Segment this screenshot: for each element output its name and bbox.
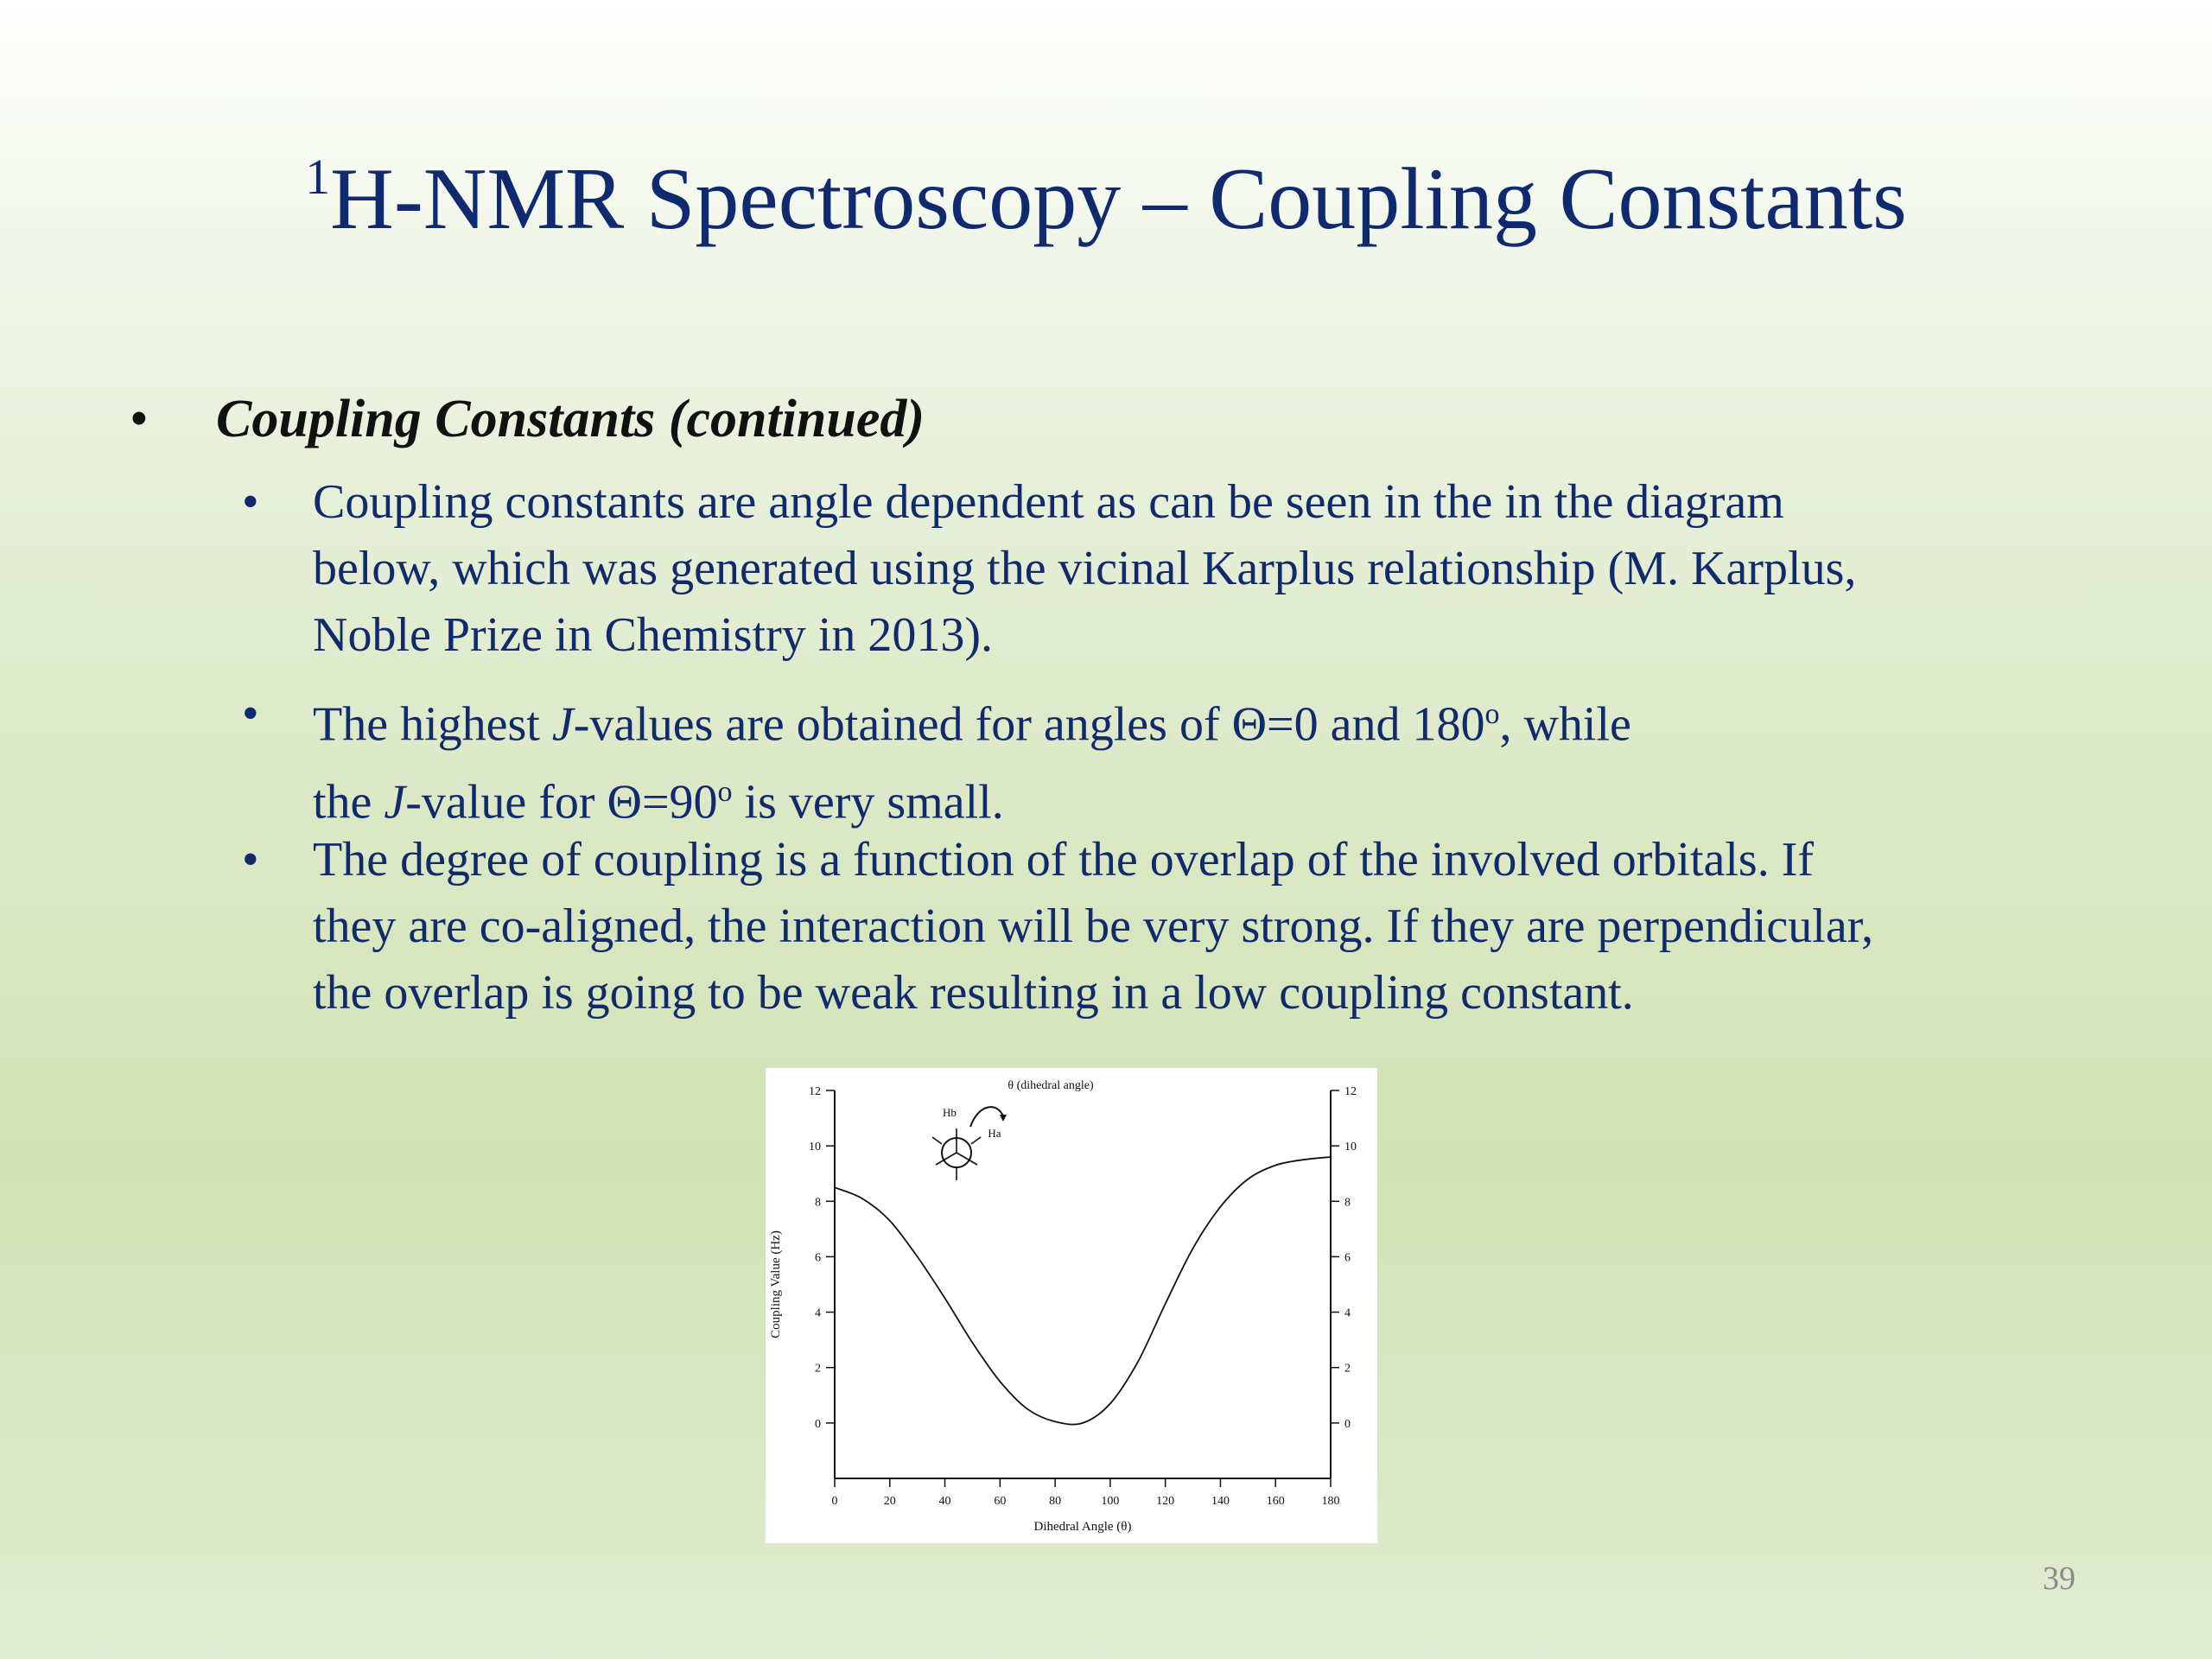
text-line: Coupling constants are angle dependent as can be seen in the in the diagram	[313, 475, 1784, 529]
x-tick-label: 0	[831, 1495, 838, 1508]
text-line: the overlap is going to be weak resulting in a low coupling constant.	[313, 966, 1634, 1020]
text-run: is very small.	[732, 775, 1004, 830]
y-tick-label-left: 6	[815, 1251, 821, 1265]
x-tick-label: 140	[1211, 1495, 1230, 1508]
y-tick-label-right: 10	[1344, 1141, 1357, 1154]
section-heading-text: Coupling Constants (continued)	[216, 390, 925, 448]
karplus-curve	[835, 1157, 1331, 1425]
text-line: The degree of coupling is a function of the overlap of the involved orbitals. If	[313, 833, 1815, 887]
bullet-icon: •	[242, 833, 259, 887]
karplus-chart-svg	[766, 1068, 1377, 1543]
y-tick-label-right: 4	[1344, 1306, 1351, 1320]
text-line	[313, 759, 2179, 836]
bullet-item-2-text	[313, 681, 2179, 836]
x-tick-label: 120	[1156, 1495, 1175, 1508]
text-line: below, which was generated using the vicinal Karplus relationship (M. Karplus,	[313, 542, 1857, 595]
bullet-item-1-text	[313, 469, 2179, 669]
x-tick-label: 40	[938, 1495, 951, 1508]
bullet-icon: •	[130, 390, 149, 448]
bullet-icon: •	[242, 687, 259, 741]
text-run: , while	[1499, 697, 1631, 752]
newman-label-hb: Hb	[943, 1106, 957, 1119]
y-axis-label: Coupling Value (Hz)	[769, 1230, 783, 1338]
text-line: they are co-aligned, the interaction will be very strong. If they are perpendicular,	[313, 899, 1874, 953]
j-symbol: J	[384, 775, 406, 830]
x-tick-label: 180	[1321, 1495, 1340, 1508]
x-tick-label: 60	[994, 1495, 1007, 1508]
y-tick-label-left: 4	[815, 1306, 821, 1320]
y-tick-label-left: 10	[809, 1141, 821, 1154]
y-tick-label-left: 2	[815, 1362, 821, 1376]
slide-title	[0, 149, 2212, 248]
text-run: The highest	[313, 697, 552, 752]
j-symbol: J	[551, 697, 574, 752]
x-tick-label: 100	[1101, 1495, 1120, 1508]
y-tick-label-right: 0	[1344, 1417, 1351, 1431]
x-tick-label: 20	[883, 1495, 896, 1508]
y-tick-label-left: 8	[815, 1196, 821, 1210]
text-run: -value for Θ=90	[405, 775, 718, 830]
x-tick-label: 160	[1266, 1495, 1285, 1508]
degree-superscript: o	[1484, 698, 1500, 730]
title-superscript: 1	[305, 149, 331, 205]
text-run: the	[313, 775, 385, 830]
y-tick-label-right: 2	[1344, 1362, 1351, 1376]
y-tick-label-right: 8	[1344, 1196, 1351, 1210]
title-text: H-NMR Spectroscopy – Coupling Constants	[330, 150, 1907, 248]
page-number: 39	[2043, 1560, 2075, 1597]
karplus-chart	[766, 1068, 1377, 1543]
y-tick-label-right: 6	[1344, 1251, 1351, 1265]
bullet-icon: •	[242, 475, 259, 529]
x-tick-label: 80	[1049, 1495, 1062, 1508]
text-line: Noble Prize in Chemistry in 2013).	[313, 608, 994, 662]
y-tick-label-left: 12	[809, 1085, 821, 1098]
text-run: -values are obtained for angles of Θ=0 and 180	[573, 697, 1485, 752]
x-axis-label: Dihedral Angle (θ)	[1033, 1520, 1132, 1534]
bullet-item-3-text	[313, 827, 2179, 1027]
text-line	[313, 681, 2179, 759]
y-tick-label-right: 12	[1344, 1085, 1357, 1098]
dihedral-annotation: θ (dihedral angle)	[1007, 1079, 1094, 1092]
degree-superscript: o	[717, 775, 733, 808]
y-tick-label-left: 0	[815, 1417, 821, 1431]
newman-label-ha: Ha	[988, 1127, 1001, 1140]
